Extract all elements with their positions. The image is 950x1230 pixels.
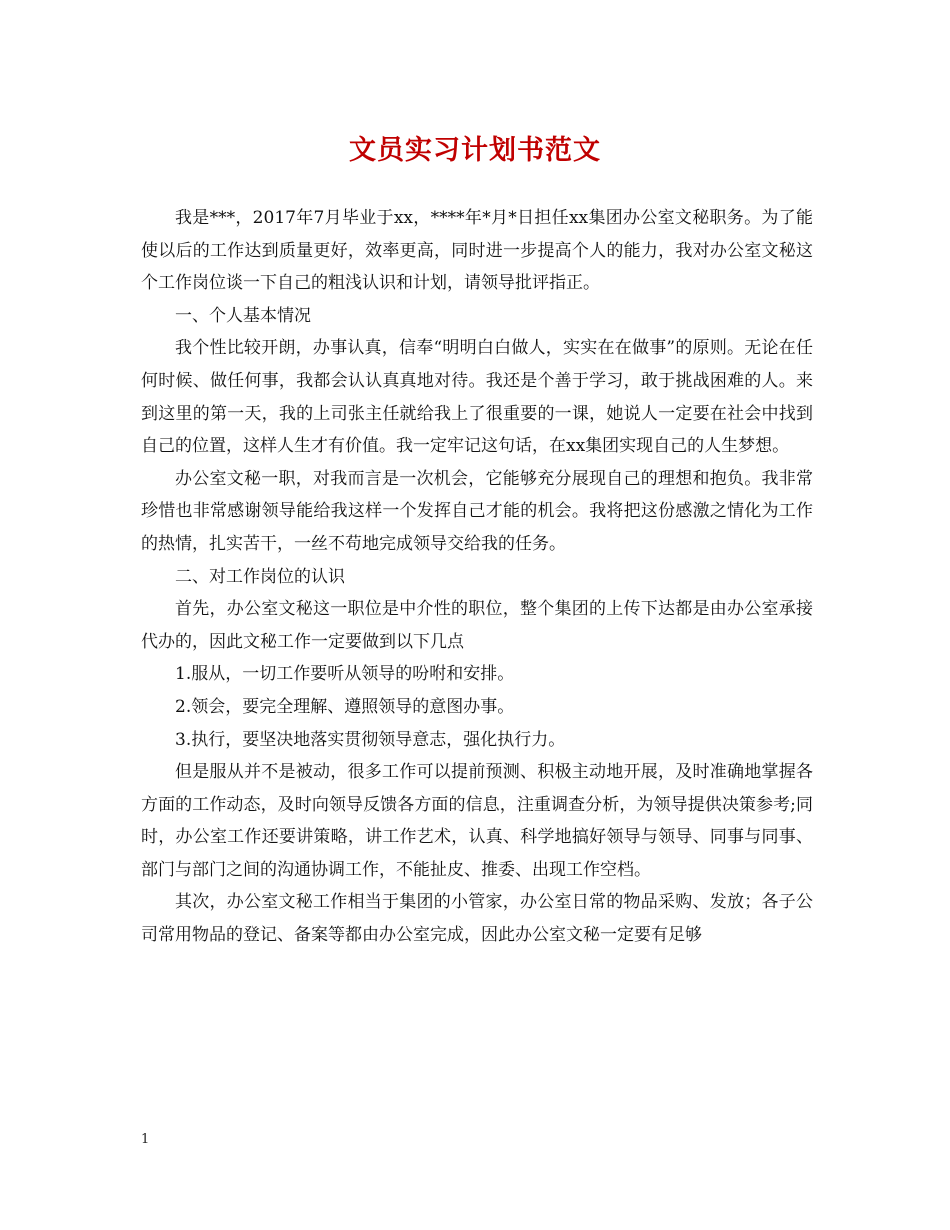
section-heading-personal: 一、个人基本情况: [175, 305, 311, 326]
document-title: 文员实习计划书范文: [349, 135, 601, 166]
section-heading-role: 二、对工作岗位的认识: [175, 566, 345, 587]
paragraph-second: 其次，办公室文秘工作相当于集团的小管家，办公室日常的物品采购、发放；各子公司常用物品的登记、备案等都由办公室完成，因此办公室文秘一定要有足够: [141, 892, 813, 946]
paragraph-initiative: 但是服从并不是被动，很多工作可以提前预测、积极主动地开展，及时准确地掌握各方面的工作动态，及时向领导反馈各方面的信息，注重调查分析，为领导提供决策参考;同时，办公室工作还要讲策略，讲工作艺术，认真、科学地搞好领导与领导、同事与同事、部门与部门之间的沟通协调工作，不能扯皮、推委、出现工作空档。: [141, 762, 813, 880]
paragraph-opportunity: 办公室文秘一职，对我而言是一次机会，它能够充分展现自己的理想和抱负。我非常珍惜也非常感谢领导能给我这样一个发挥自己才能的机会。我将把这份感激之情化为工作的热情，扎实苦干，一丝不苟地完成领导交给我的任务。: [141, 468, 813, 554]
document-body: [141, 202, 813, 952]
paragraph-personality: 我个性比较开朗，办事认真，信奉“明明白白做人，实实在在做事”的原则。无论在任何时候、做任何事，我都会认认真真地对待。我还是个善于学习，敢于挑战困难的人。来到这里的第一天，我的上司张主任就给我上了很重要的一课，她说人一定要在社会中找到自己的位置，这样人生才有价值。我一定牢记这句话，在xx集团实现自己的人生梦想。: [141, 338, 813, 457]
list-item-execute: 3.执行，要坚决地落实贯彻领导意志，强化执行力。: [175, 729, 566, 750]
paragraph-first: 首先，办公室文秘这一职位是中介性的职位，整个集团的上传下达都是由办公室承接代办的，因此文秘工作一定要做到以下几点: [141, 599, 813, 652]
paragraph-intro: 我是***，2017年7月毕业于xx，****年*月*日担任xx集团办公室文秘职务。为了能使以后的工作达到质量更好，效率更高，同时进一步提高个人的能力，我对办公室文秘这个工作岗位谈一下自己的粗浅认识和计划，请领导批评指正。: [141, 208, 813, 294]
page-number: 1: [141, 1132, 150, 1147]
list-item-understand: 2.领会，要完全理解、遵照领导的意图办事。: [175, 696, 515, 717]
list-item-obey: 1.服从，一切工作要听从领导的吩咐和安排。: [175, 664, 515, 685]
